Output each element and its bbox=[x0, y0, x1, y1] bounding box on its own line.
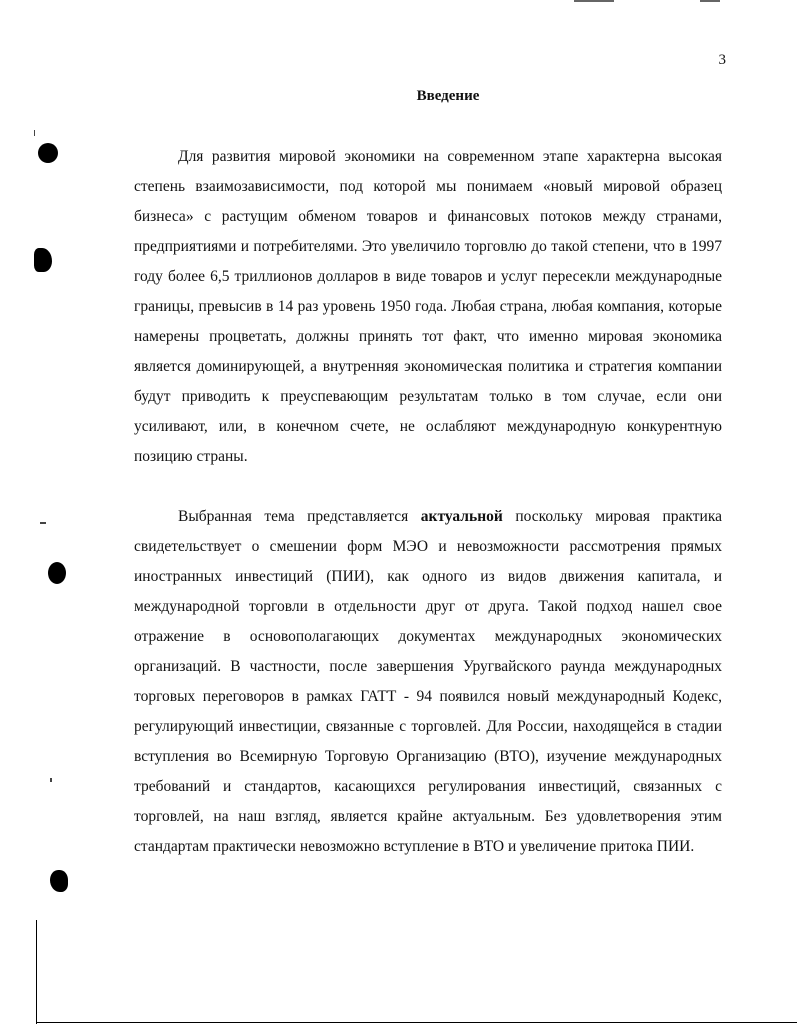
scan-mark bbox=[700, 0, 720, 2]
scan-mark bbox=[50, 778, 52, 782]
emphasized-term: актуальной bbox=[420, 508, 503, 525]
paragraph-2 bbox=[134, 502, 722, 862]
scan-mark bbox=[574, 0, 614, 2]
scan-mark bbox=[40, 522, 46, 524]
scan-mark bbox=[34, 130, 35, 136]
punch-hole bbox=[50, 870, 68, 892]
page-number: 3 bbox=[718, 52, 726, 68]
paragraph-1: Для развития мировой экономики на современном этапе характерна высокая степень взаимозависимости, под которой мы понимаем «новый мировой образец бизнеса» с растущим обменом товаров и финансовых потоков между странами, предприятиями и потребителями. Это увеличило торговлю до такой степени, что в 1997 году более 6,5 триллионов долларов в виде товаров и услуг пересекли международные границы, превысив в 14 раз уровень 1950 года. Любая страна, любая компания, которые намерены процветать, должны принять тот факт, что именно мировая экономика является доминирующей, а внутренняя экономическая политика и стратегия компании будут приводить к преуспевающим результатам только в том случае, если они усиливают, или, в конечном счете, не ослабляют международную конкурентную позицию страны. bbox=[134, 148, 722, 465]
page-title: Введение bbox=[416, 88, 480, 104]
scan-border bbox=[36, 920, 37, 1024]
scan-border bbox=[36, 1022, 797, 1023]
punch-hole bbox=[34, 248, 52, 272]
paragraph-2-rest: поскольку мировая практика свидетельствует о смешении форм МЭО и невозможности рассмотрения прямых иностранных инвестиций (ПИИ), как одного из видов движения капитала, и международной торговли в отдельности друг от друга. Такой подход нашел свое отражение в основополагающих документах международных экономических организаций. В частности, после завершения Уругвайского раунда международных торговых переговоров в рамках ГАТТ - 94 появился новый международный Кодекс, регулирующий инвестиции, связанные с торговлей. Для России, находящейся в стадии вступления во Всемирную Торговую Организацию (ВТО), изучение международных требований и стандартов, касающихся регулирования инвестиций, связанных с торговлей, на наш взгляд, является крайне актуальным. Без удовлетворения этим стандартам практически невозможно вступление в ВТО и увеличение притока ПИИ. bbox=[134, 508, 723, 855]
punch-hole bbox=[38, 143, 58, 163]
paragraph-2-start: Выбранная тема представляется bbox=[178, 508, 421, 525]
punch-hole bbox=[48, 562, 66, 584]
